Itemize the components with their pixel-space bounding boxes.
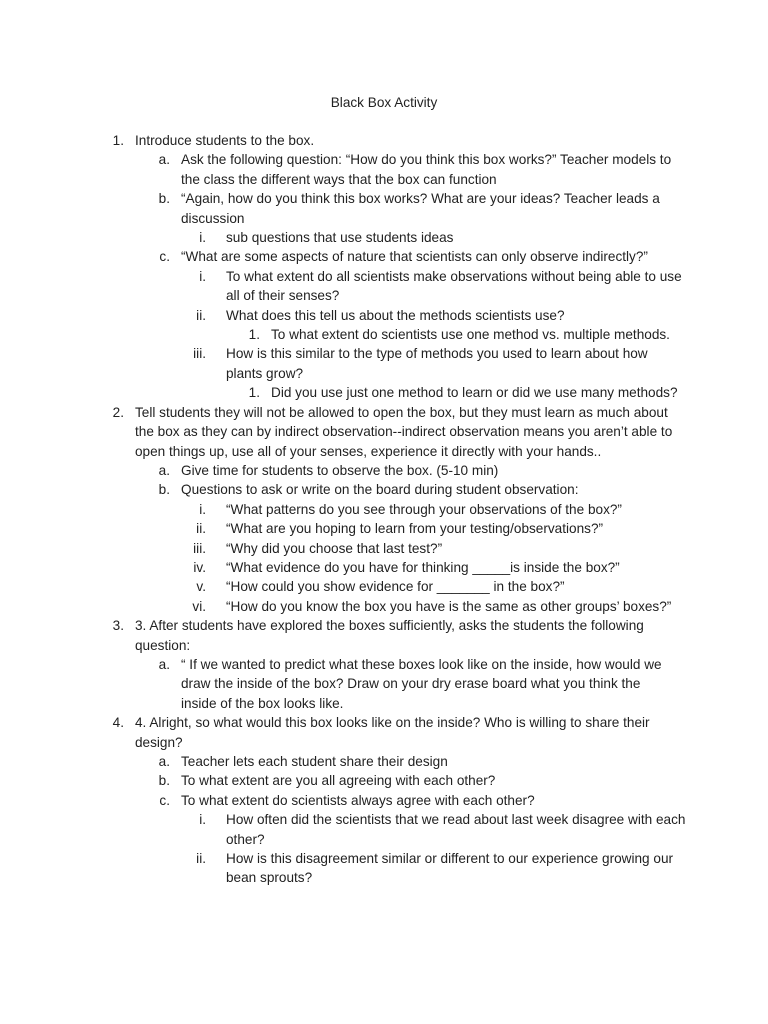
- list-marker: i.: [199, 230, 206, 246]
- item-text: Introduce students to the box.: [135, 133, 315, 148]
- outline-item: [0, 539, 768, 558]
- outline-item: [0, 131, 768, 150]
- list-marker: 4.: [112, 715, 124, 731]
- item-text: “ If we wanted to predict what these boxes look like on the inside, how would we draw the inside of the box? Draw on your dry erase board what you think the inside of the box looks like.: [181, 656, 662, 711]
- item-text: 4. Alright, so what would this box looks like on the inside? Who is willing to share their design?: [135, 715, 650, 750]
- list-marker: i.: [199, 268, 206, 284]
- item-text: Teacher lets each student share their design: [181, 754, 448, 769]
- item-text: “How do you know the box you have is the same as other groups’ boxes?”: [226, 598, 672, 614]
- item-text: “Why did you choose that last test?”: [226, 540, 443, 556]
- list-marker: c.: [159, 792, 170, 808]
- outline-item: [0, 403, 768, 461]
- item-text: sub questions that use students ideas: [226, 230, 454, 246]
- outline-item: [0, 306, 768, 325]
- list-marker: iii.: [193, 540, 206, 556]
- item-text: Ask the following question: “How do you think this box works?” Teacher models to the class the different ways that the box can function: [181, 152, 672, 187]
- list-marker: i.: [199, 812, 206, 828]
- outline-item: [0, 247, 768, 266]
- list-marker: ii.: [196, 307, 206, 323]
- item-text: What does this tell us about the methods scientists use?: [226, 307, 565, 323]
- list-marker: a.: [158, 754, 170, 769]
- item-text: To what extent do scientists always agree with each other?: [181, 792, 535, 808]
- item-text: Did you use just one method to learn or did we use many methods?: [271, 385, 678, 401]
- item-text: 3. After students have explored the boxes sufficiently, asks the students the following question:: [135, 618, 644, 653]
- list-marker: a.: [158, 656, 170, 672]
- outline-item: [0, 228, 768, 247]
- item-text: To what extent do scientists use one method vs. multiple methods.: [271, 327, 670, 343]
- outline-item: [0, 752, 768, 771]
- list-marker: vi.: [192, 598, 206, 614]
- list-marker: 1.: [248, 327, 260, 343]
- list-marker: ii.: [196, 851, 206, 867]
- outline-item: [0, 597, 768, 616]
- outline-item: [0, 577, 768, 596]
- outline-item: [0, 383, 768, 402]
- outline-item: [0, 189, 768, 228]
- outline-item: [0, 713, 768, 752]
- list-marker: i.: [199, 501, 206, 517]
- list-marker: iv.: [193, 559, 206, 575]
- outline-item: [0, 150, 768, 189]
- list-marker: b.: [158, 191, 170, 207]
- outline-item: [0, 480, 768, 499]
- item-text: Give time for students to observe the box. (5-10 min): [181, 462, 499, 478]
- item-text: “What patterns do you see through your observations of the box?”: [226, 501, 622, 517]
- item-text: “What evidence do you have for thinking _____is inside the box?”: [226, 559, 620, 575]
- list-marker: ii.: [196, 521, 206, 537]
- item-text: To what extent are you all agreeing with each other?: [181, 773, 496, 789]
- list-marker: iii.: [193, 346, 206, 362]
- item-text: “Again, how do you think this box works? What are your ideas? Teacher leads a discussion: [181, 191, 660, 226]
- outline-item: [0, 500, 768, 519]
- item-text: “How could you show evidence for _______ in the box?”: [226, 579, 565, 595]
- outline-item: [0, 616, 768, 655]
- item-text: How is this similar to the type of methods you used to learn about how plants grow?: [226, 346, 648, 381]
- list-marker: v.: [196, 579, 206, 595]
- outline-item: [0, 519, 768, 538]
- item-text: “What are you hoping to learn from your testing/observations?”: [226, 521, 604, 537]
- outline-item: [0, 791, 768, 810]
- outline-item: [0, 344, 768, 383]
- list-marker: c.: [159, 249, 170, 265]
- list-marker: a.: [158, 462, 170, 478]
- item-text: How is this disagreement similar or different to our experience growing our bean sprouts?: [226, 851, 674, 886]
- item-text: Tell students they will not be allowed to open the box, but they must learn as much about the box as they can by indirect observation--indirect observation means you aren’t able to open things up, use all of your senses, experience it directly with your hands..: [135, 404, 673, 459]
- outline-item: [0, 558, 768, 577]
- list-marker: b.: [158, 773, 170, 789]
- list-marker: 1.: [112, 133, 124, 148]
- document-title: Black Box Activity: [330, 95, 438, 110]
- outline-item: [0, 655, 768, 713]
- outline-item: [0, 771, 768, 790]
- outline-item: [0, 267, 768, 306]
- item-text: Questions to ask or write on the board during student observation:: [181, 482, 579, 498]
- outline-list: [0, 131, 768, 888]
- list-marker: a.: [158, 152, 170, 168]
- list-marker: 2.: [112, 404, 124, 420]
- list-marker: 1.: [248, 385, 260, 401]
- outline-item: [0, 849, 768, 888]
- item-text: To what extent do all scientists make observations without being able to use all of their senses?: [226, 268, 682, 304]
- item-text: How often did the scientists that we read about last week disagree with each other?: [226, 812, 686, 847]
- outline-item: [0, 325, 768, 344]
- item-text: “What are some aspects of nature that scientists can only observe indirectly?”: [181, 249, 648, 265]
- outline-item: [0, 461, 768, 480]
- list-marker: b.: [158, 482, 170, 498]
- list-marker: 3.: [112, 618, 124, 634]
- outline-item: [0, 810, 768, 849]
